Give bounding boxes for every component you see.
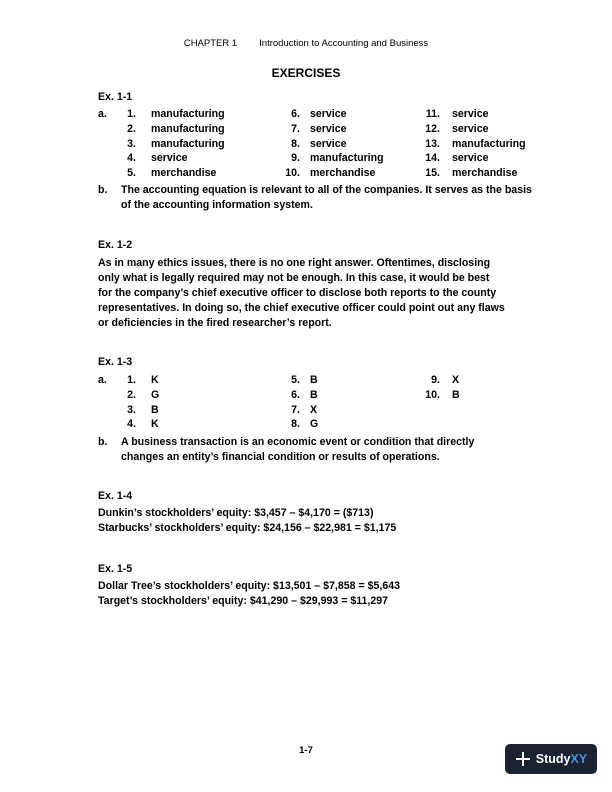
item-number: 4. (127, 418, 136, 431)
page-title: EXERCISES (271, 66, 341, 80)
ex1-5-line: Dollar Tree’s stockholders’ equity: $13,501 – $7,858 = $5,643 (98, 580, 400, 592)
ex1-1-part-b-line: of the accounting information system. (121, 199, 313, 211)
ex1-5-line: Target’s stockholders’ equity: $41,290 – $29,993 = $11,297 (98, 595, 389, 607)
item-answer: manufacturing (310, 152, 384, 165)
item-answer: X (452, 374, 460, 386)
item-answer: manufacturing (151, 137, 225, 150)
ex1-2-line: representatives. In doing so, the chief executive officer could point out any flaws (98, 302, 505, 314)
item-number: 10. (285, 167, 300, 180)
item-number: 9. (291, 152, 300, 165)
ex1-3-part-b-line: changes an entity’s financial condition or results of operations. (121, 451, 440, 463)
item-number: 1. (127, 374, 136, 386)
ex1-5-heading: Ex. 1-5 (98, 563, 133, 575)
item-answer: merchandise (310, 167, 376, 180)
ex1-4-heading: Ex. 1-4 (98, 490, 133, 502)
badge-xy-text: XY (570, 752, 588, 766)
item-answer: B (151, 403, 159, 416)
item-number: 6. (291, 108, 300, 120)
item-answer: service (452, 152, 489, 165)
item-number: 14. (425, 152, 440, 165)
ex1-2-line: or deficiencies in the fired researcher’s report. (98, 317, 332, 329)
item-number: 10. (425, 388, 440, 401)
studyxy-badge[interactable] (505, 744, 597, 774)
item-number: 8. (291, 137, 300, 150)
ex1-1-part-a-label: a. (98, 108, 107, 120)
item-answer: service (310, 137, 347, 150)
item-number: 12. (425, 122, 440, 135)
item-number: 3. (127, 403, 136, 416)
item-answer: service (452, 108, 489, 120)
page-number: 1-7 (299, 745, 313, 756)
item-answer: G (310, 418, 319, 431)
ex1-2-line: only what is legally required may not be enough. In this case, it would be best (98, 272, 490, 284)
item-answer: B (452, 388, 460, 401)
item-answer: manufacturing (452, 137, 526, 150)
ex1-3-part-a-label: a. (98, 374, 107, 386)
item-answer: X (310, 403, 318, 416)
item-answer: manufacturing (151, 108, 225, 120)
item-number: 7. (291, 403, 300, 416)
item-number: 11. (425, 108, 440, 120)
ex1-3-part-b-line: A business transaction is an economic event or condition that directly (121, 436, 475, 448)
ex1-4-line: Dunkin’s stockholders’ equity: $3,457 – $4,170 = ($713) (98, 507, 374, 519)
ex1-1-part-b-text (121, 183, 541, 213)
badge-study-text: Study (535, 752, 571, 766)
chapter-title: Introduction to Accounting and Business (259, 38, 429, 49)
item-number: 5. (127, 167, 136, 180)
item-number: 7. (291, 122, 300, 135)
item-number: 2. (127, 388, 136, 401)
item-number: 8. (291, 418, 300, 431)
ex1-1-part-b-line: The accounting equation is relevant to all of the companies. It serves as the basis (121, 184, 532, 196)
item-answer: G (151, 388, 160, 401)
item-answer: service (310, 108, 347, 120)
item-answer: manufacturing (151, 122, 225, 135)
item-answer: K (151, 374, 159, 386)
ex1-2-line: for the company’s chief executive officer to disclose both reports to the county (98, 287, 497, 299)
ex1-3-heading: Ex. 1-3 (98, 356, 133, 368)
item-answer: service (151, 152, 188, 165)
ex1-1-part-b-label: b. (98, 184, 108, 196)
item-number: 1. (127, 108, 136, 120)
item-number: 4. (127, 152, 136, 165)
item-number: 2. (127, 122, 136, 135)
item-answer: merchandise (151, 167, 217, 180)
item-answer: K (151, 418, 159, 431)
item-number: 3. (127, 137, 136, 150)
chapter-label: CHAPTER 1 (183, 38, 238, 49)
ex1-3-part-b-label: b. (98, 436, 108, 448)
ex1-2-heading: Ex. 1-2 (98, 239, 133, 251)
item-number: 13. (425, 137, 440, 150)
item-number: 15. (425, 167, 440, 180)
ex1-2-paragraph (98, 256, 538, 331)
plus-icon (515, 751, 531, 767)
item-number: 9. (431, 374, 440, 386)
running-header (0, 38, 612, 49)
ex1-1-heading: Ex. 1-1 (98, 91, 133, 103)
item-answer: service (310, 122, 347, 135)
item-answer: B (310, 388, 318, 401)
item-number: 5. (291, 374, 300, 386)
item-answer: B (310, 374, 318, 386)
ex1-4-line: Starbucks’ stockholders’ equity: $24,156 – $22,981 = $1,175 (98, 522, 397, 534)
ex1-2-line: As in many ethics issues, there is no one right answer. Oftentimes, disclosing (98, 257, 491, 269)
item-answer: service (452, 122, 489, 135)
ex1-3-part-b-text (121, 435, 541, 465)
item-number: 6. (291, 388, 300, 401)
item-answer: merchandise (452, 167, 518, 180)
